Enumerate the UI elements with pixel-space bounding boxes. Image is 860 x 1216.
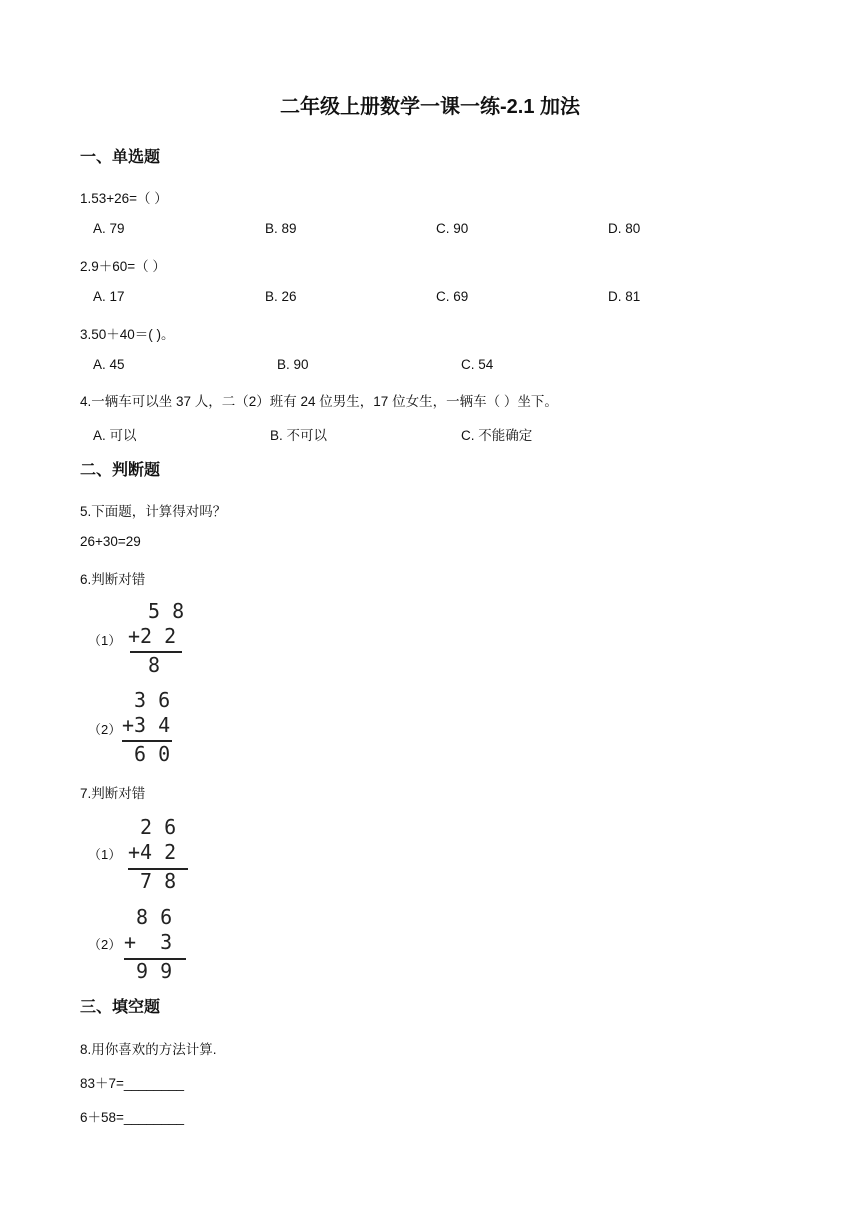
question-6-item-2-vertical-addition [122, 689, 182, 769]
question-2-option-a: A. 17 [93, 289, 125, 304]
question-3-option-a: A. 45 [93, 357, 125, 372]
question-8-line-1: 83＋7=________ [80, 1076, 184, 1091]
question-2-option-c: C. 69 [436, 289, 469, 304]
question-1-option-a: A. 79 [93, 221, 125, 236]
question-6-item-1-label: （1） [88, 633, 122, 648]
page-title: 二年级上册数学一课一练-2.1 加法 [279, 96, 581, 118]
question-6-stem: 6.判断对错 [80, 572, 146, 587]
question-7-item-2-label: （2） [88, 937, 122, 952]
section-heading-single-choice: 一、单选题 [80, 149, 161, 166]
question-1-stem: 1.53+26=（ ） [80, 191, 168, 206]
question-2-option-b: B. 26 [265, 289, 297, 304]
question-1-option-d: D. 80 [608, 221, 641, 236]
question-1-option-c: C. 90 [436, 221, 469, 236]
addend-bottom: +3 4 [122, 713, 171, 737]
addend-top: 8 6 [124, 905, 173, 929]
question-4-option-b: B. 不可以 [270, 428, 328, 443]
question-4-option-a: A. 可以 [93, 428, 137, 443]
question-3-stem: 3.50＋40＝( )。 [80, 327, 175, 342]
sum-result: 7 8 [128, 869, 177, 893]
addend-bottom: +4 2 [128, 840, 177, 864]
question-4-stem: 4.一辆车可以坐 37 人，二（2）班有 24 位男生，17 位女生，一辆车（ ）坐下。 [80, 394, 558, 409]
addend-bottom: +2 2 [128, 624, 177, 648]
question-2-option-d: D. 81 [608, 289, 641, 304]
section-heading-fill-in: 三、填空题 [80, 999, 161, 1016]
question-6-item-1-vertical-addition [128, 600, 188, 680]
addend-top: 2 6 [128, 815, 177, 839]
question-6-item-2-label: （2） [88, 722, 122, 737]
question-1-option-b: B. 89 [265, 221, 297, 236]
question-7-stem: 7.判断对错 [80, 786, 146, 801]
section-heading-true-false: 二、判断题 [80, 462, 161, 479]
sum-result: 6 0 [122, 742, 171, 766]
question-5-stem: 5.下面题，计算得对吗？ [80, 504, 227, 519]
sum-result: 9 9 [124, 959, 173, 983]
question-8-stem: 8.用你喜欢的方法计算. [80, 1042, 217, 1057]
question-7-item-2-vertical-addition [124, 906, 188, 986]
addend-bottom: + 3 [124, 930, 173, 954]
question-7-item-1-label: （1） [88, 847, 122, 862]
question-3-option-b: B. 90 [277, 357, 309, 372]
question-7-item-1-vertical-addition [128, 816, 192, 896]
question-2-stem: 2.9＋60=（ ） [80, 259, 166, 274]
addend-top: 3 6 [122, 688, 171, 712]
question-5-equation: 26+30=29 [80, 534, 141, 549]
sum-result: 8 [136, 653, 161, 677]
question-4-option-c: C. 不能确定 [461, 428, 533, 443]
question-3-option-c: C. 54 [461, 357, 494, 372]
question-8-line-2: 6＋58=________ [80, 1110, 184, 1125]
addend-top: 5 8 [148, 599, 185, 623]
